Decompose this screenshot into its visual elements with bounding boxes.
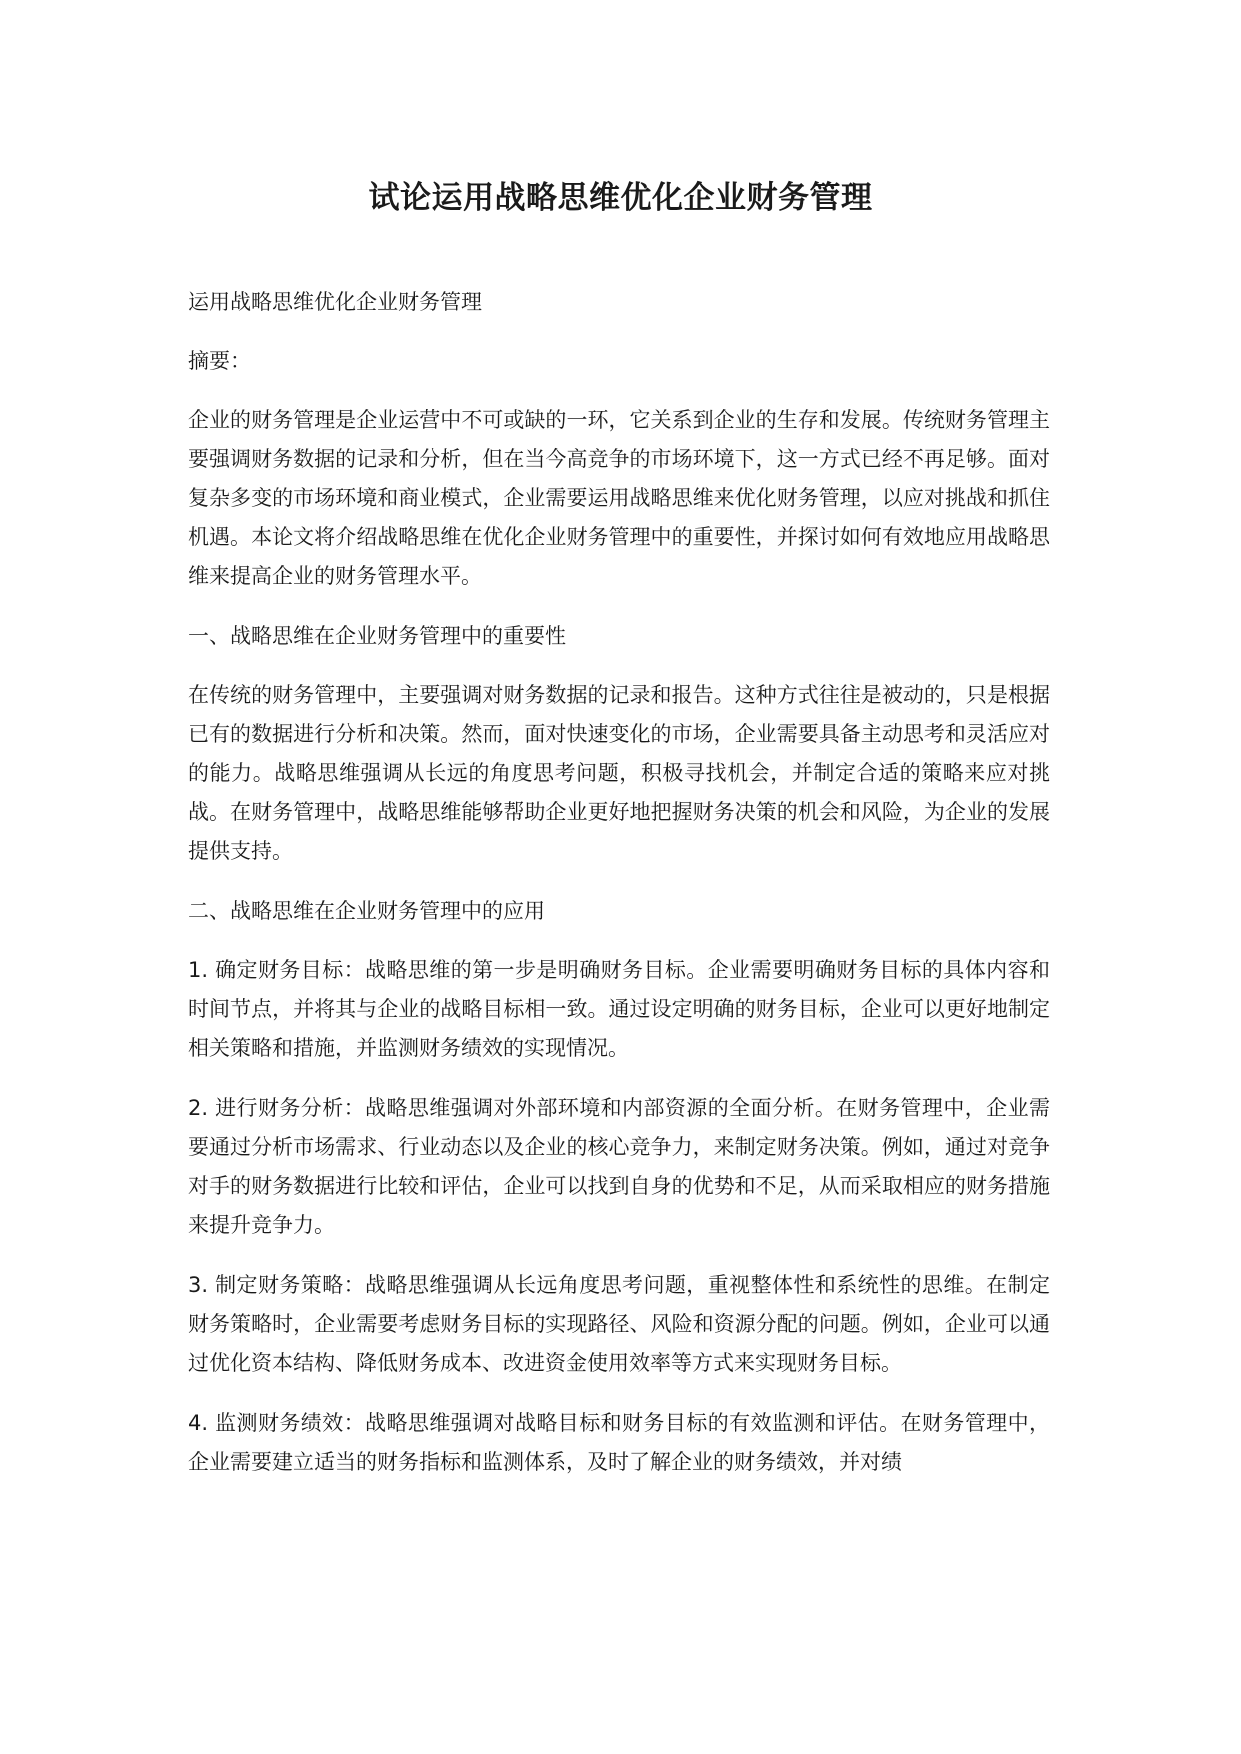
list-item-1: 1. 确定财务目标：战略思维的第一步是明确财务目标。企业需要明确财务目标的具体内容和时间节点，并将其与企业的战略目标相一致。通过设定明确的财务目标，企业可以更好地制定相关策略和措施，并监测财务绩效的实现情况。 <box>188 958 1050 1060</box>
subtitle-paragraph: 运用战略思维优化企业财务管理 <box>188 290 482 314</box>
abstract-label: 摘要： <box>188 349 251 373</box>
section-1-paragraph: 在传统的财务管理中，主要强调对财务数据的记录和报告。这种方式往往是被动的，只是根据已有的数据进行分析和决策。然而，面对快速变化的市场，企业需要具备主动思考和灵活应对的能力。战略思维强调从长远的角度思考问题，积极寻找机会，并制定合适的策略来应对挑战。在财务管理中，战略思维能够帮助企业更好地把握财务决策的机会和风险，为企业的发展提供支持。 <box>188 683 1050 863</box>
abstract-paragraph: 企业的财务管理是企业运营中不可或缺的一环，它关系到企业的生存和发展。传统财务管理主要强调财务数据的记录和分析，但在当今高竞争的市场环境下，这一方式已经不再足够。面对复杂多变的市场环境和商业模式，企业需要运用战略思维来优化财务管理，以应对挑战和抓住机遇。本论文将介绍战略思维在优化企业财务管理中的重要性，并探讨如何有效地应用战略思维来提高企业的财务管理水平。 <box>188 408 1050 588</box>
list-item-3: 3. 制定财务策略：战略思维强调从长远角度思考问题，重视整体性和系统性的思维。在制定财务策略时，企业需要考虑财务目标的实现路径、风险和资源分配的问题。例如，企业可以通过优化资本结构、降低财务成本、改进资金使用效率等方式来实现财务目标。 <box>188 1273 1050 1375</box>
list-item-4: 4. 监测财务绩效：战略思维强调对战略目标和财务目标的有效监测和评估。在财务管理中，企业需要建立适当的财务指标和监测体系，及时了解企业的财务绩效，并对绩 <box>188 1411 1050 1474</box>
document-body <box>188 283 1050 1503</box>
section-heading-1: 一、战略思维在企业财务管理中的重要性 <box>188 624 566 648</box>
list-item-2: 2. 进行财务分析：战略思维强调对外部环境和内部资源的全面分析。在财务管理中，企业需要通过分析市场需求、行业动态以及企业的核心竞争力，来制定财务决策。例如，通过对竞争对手的财务数据进行比较和评估，企业可以找到自身的优势和不足，从而采取相应的财务措施来提升竞争力。 <box>188 1096 1050 1237</box>
document-title: 试论运用战略思维优化企业财务管理 <box>368 180 873 216</box>
section-heading-2: 二、战略思维在企业财务管理中的应用 <box>188 899 545 923</box>
